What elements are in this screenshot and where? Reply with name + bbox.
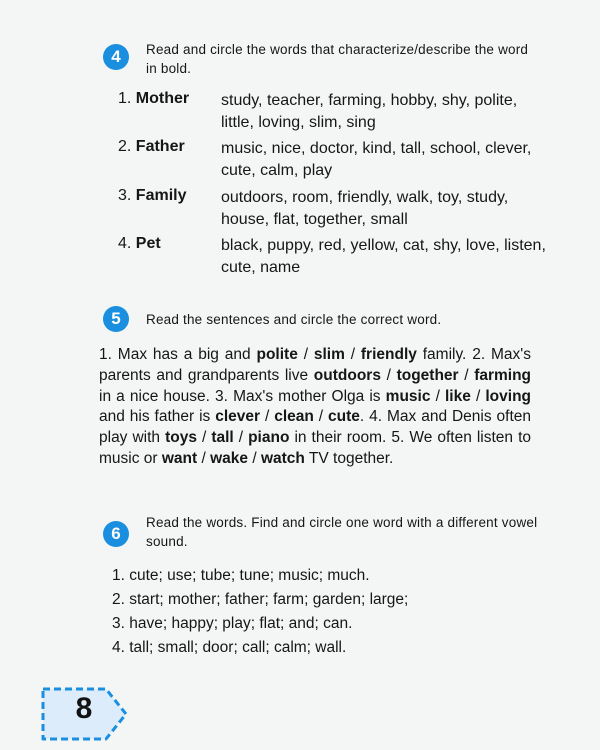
word-list-row [118, 187, 558, 231]
sentence-text: / [380, 366, 397, 384]
word-list-term: 3. Family [118, 187, 187, 204]
list-item: 2. start; mother; father; farm; garden; large; [112, 591, 409, 608]
word-list-options: outdoors, room, friendly, walk, toy, study, house, flat, together, small [221, 189, 509, 228]
word-list-term: 2. Father [118, 138, 185, 155]
sentence-text: / [233, 429, 249, 447]
sentence-text: / [313, 408, 329, 426]
exercise-6-list [112, 564, 532, 660]
sentence-text: / [470, 387, 486, 405]
sentence-text: . 4. Max and Denis often play with [99, 408, 532, 447]
exercise-5-badge: 5 [103, 306, 129, 332]
word-list-row [118, 138, 558, 182]
answer-option[interactable]: together [396, 366, 459, 384]
sentence-text: / [344, 346, 361, 363]
answer-option[interactable]: watch [260, 449, 305, 467]
sentence-text: TV together. [304, 449, 394, 467]
list-item: 4. tall; small; door; call; calm; wall. [112, 639, 347, 656]
answer-option[interactable]: slim [313, 346, 345, 363]
exercise-5-instruction: Read the sentences and circle the correct word. [146, 312, 442, 327]
answer-option[interactable]: wake [210, 449, 249, 467]
word-list-term: 4. Pet [118, 235, 161, 252]
list-item: 1. cute; use; tube; tune; music; much. [112, 567, 370, 584]
answer-option[interactable]: cute [328, 408, 360, 426]
answer-option[interactable]: piano [248, 429, 290, 447]
list-item: 3. have; happy; play; flat; and; can. [112, 615, 353, 632]
sentence-text: / [430, 387, 445, 405]
sentence-text: 1. Max has a big and [99, 346, 257, 363]
answer-option[interactable]: friendly [360, 346, 417, 363]
exercise-4-instruction: Read and circle the words that characterize/describe the word in bold. [146, 42, 529, 76]
sentence-text: / [196, 429, 212, 447]
answer-option[interactable]: tall [211, 429, 234, 447]
word-list-options: study, teacher, farming, hobby, shy, polite, little, loving, slim, sing [221, 92, 518, 131]
sentence-text: / [458, 366, 475, 384]
answer-option[interactable]: clean [274, 408, 314, 426]
answer-option[interactable]: want [161, 449, 198, 467]
sentence-text: / [248, 449, 261, 467]
answer-option[interactable]: like [445, 387, 471, 405]
word-list-term: 1. Mother [118, 90, 190, 107]
sentence-text: in a nice house. 3. Max's mother Olga is [99, 387, 386, 405]
exercise-5-paragraph [99, 345, 531, 470]
exercise-6-badge: 6 [103, 521, 129, 547]
answer-option[interactable]: music [385, 387, 431, 405]
answer-option[interactable]: farming [474, 366, 532, 384]
sentence-text: / [260, 408, 275, 426]
exercise-4-badge: 4 [103, 44, 129, 70]
word-list-options: music, nice, doctor, kind, tall, school, clever, cute, calm, play [221, 140, 532, 179]
sentence-text: / [197, 449, 211, 467]
sentence-text: family. 2. Max's parents and grandparents live [99, 346, 531, 384]
word-list-row [118, 235, 558, 279]
answer-option[interactable]: polite [256, 346, 298, 363]
word-list-row [118, 90, 558, 134]
sentence-text: in their room. 5. We often listen to music or [99, 429, 531, 467]
sentence-text: and his father is [99, 408, 216, 426]
exercise-6-instruction: Read the words. Find and circle one word with a different vowel sound. [146, 515, 538, 549]
sentence-text: / [297, 346, 314, 363]
answer-option[interactable]: toys [165, 429, 197, 447]
answer-option[interactable]: loving [485, 387, 532, 405]
answer-option[interactable]: clever [215, 408, 261, 426]
page-number: 8 [75, 692, 93, 725]
word-list-options: black, puppy, red, yellow, cat, shy, love, listen, cute, name [221, 237, 546, 276]
answer-option[interactable]: outdoors [313, 366, 381, 384]
